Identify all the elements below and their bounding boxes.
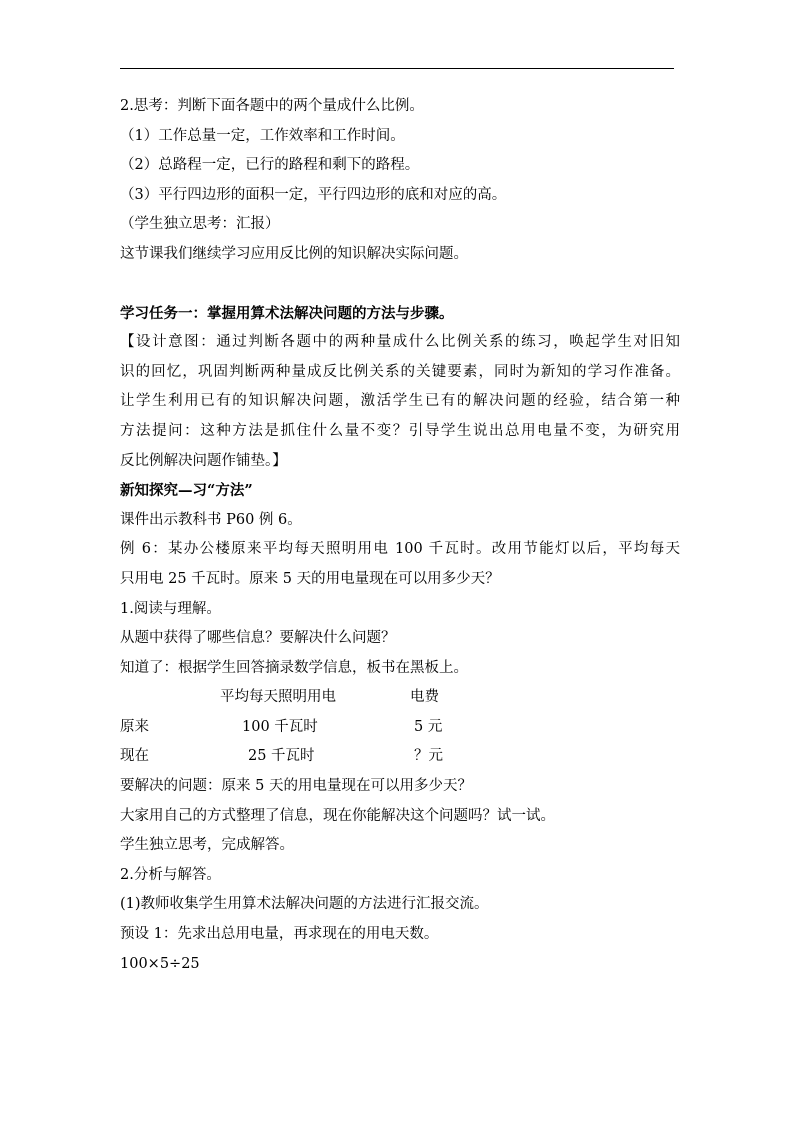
example-6-line: 只用电 25 千瓦时。原来 5 天的用电量现在可以用多少天？ (120, 570, 500, 587)
table-header-cell: 平均每天照明用电 (220, 689, 336, 706)
design-intent-line: 【设计意图：通过判断各题中的两种量成什么比例关系的练习，唤起学生对旧知 (120, 334, 680, 351)
table-cell: 5 元 (414, 718, 443, 735)
lesson-intro: 这节课我们继续学习应用反比例的知识解决实际问题。 (120, 245, 468, 262)
table-cell: 原来 (120, 718, 149, 735)
paragraph-gap (120, 270, 680, 299)
design-intent-line: 方法提问：这种方法是抓住什么量不变？引导学生说出总用电量不变，为研究用 (120, 422, 680, 439)
known-info: 知道了：根据学生回答摘录数学信息，板书在黑板上。 (120, 659, 468, 676)
table-header-cell: 电费 (410, 689, 439, 706)
design-intent-line: 反比例解决问题作铺垫。】 (120, 452, 287, 469)
table-cell: 现在 (120, 748, 149, 765)
design-intent-line: 让学生利用已有的知识解决问题，激活学生已有的解决问题的经验，结合第一种 (120, 393, 680, 410)
header-rule (120, 68, 674, 69)
courseware-line: 课件出示教科书 P60 例 6。 (120, 511, 302, 528)
table-cell: ？元 (414, 748, 443, 765)
table-cell: 100 千瓦时 (242, 718, 318, 735)
student-activity: 学生独立思考，完成解答。 (120, 837, 294, 854)
info-question: 从题中获得了哪些信息？要解决什么问题？ (120, 630, 396, 647)
preset-1: 预设 1：先求出总用电量，再求现在的用电天数。 (120, 926, 439, 943)
info-table-row (120, 713, 680, 743)
question-2: 2.思考：判断下面各题中的两个量成什么比例。 (120, 98, 424, 114)
new-knowledge-heading: 新知探究—习“方法” (120, 482, 253, 500)
info-table-header (120, 683, 680, 713)
document-body (120, 92, 680, 979)
step-1-heading: 1.阅读与理解。 (120, 600, 221, 617)
question-2-item-3: （3）平行四边形的面积一定，平行四边形的底和对应的高。 (120, 186, 507, 203)
question-2-item-1: （1）工作总量一定，工作效率和工作时间。 (120, 127, 405, 144)
design-intent-line: 识的回忆，巩固判断两种量成反比例关系的关键要素，同时为新知的学习作准备。 (120, 363, 680, 380)
collect-methods: (1)教师收集学生用算术法解决问题的方法进行汇报交流。 (120, 896, 489, 913)
teacher-prompt: 大家用自己的方式整理了信息，现在你能解决这个问题吗？试一试。 (120, 807, 555, 824)
formula: 100×5÷25 (120, 955, 200, 972)
table-cell: 25 千瓦时 (248, 748, 315, 765)
step-2-heading: 2.分析与解答。 (120, 866, 221, 883)
question-2-item-2: （2）总路程一定，已行的路程和剩下的路程。 (120, 157, 420, 174)
question-2-note: （学生独立思考：汇报） (120, 216, 280, 233)
problem-statement: 要解决的问题：原来 5 天的用电量现在可以用多少天？ (120, 778, 472, 795)
info-table-row (120, 742, 680, 772)
task-1-heading: 学习任务一：掌握用算术法解决问题的方法与步骤。 (120, 304, 454, 322)
example-6-line: 例 6：某办公楼原来平均每天照明用电 100 千瓦时。改用节能灯以后，平均每天 (120, 541, 680, 558)
